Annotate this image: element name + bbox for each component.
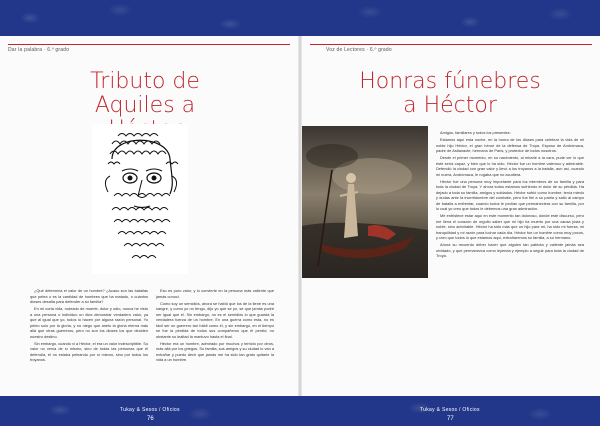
- right-col-paragraph: Héctor fue una persona muy importante para los miembros de su familia y para toda la ciudad de Troya. Y ahora todos estamos sufriendo el dolor de su pérdida. Ha dejado a toda su familia, amigos y soldados. Héctor sufrió como hombre, tenía miedo y dudas ante la incertidumbre del combate, pero fue fiel a su patria y salió al campo de batalla a enfrentar, cuando todos le pedían que permaneciera con su familia, por lo cual yo creo que todos le debemos una gran admiración.: [436, 178, 584, 211]
- left-col1-paragraph: En mi corta vida, rodeado de muerte, dolor y odio, nunca he visto a una persona o individuo un dios demostrar verdadero valor, ya que al igual que yo, todos lo hacen por alguna razón personal. Yo peleo solo por la gloria, y no niego que anelo la gloria eterna más allá que otras guerreros, pero no son los dioses los que deciden nuestro destino.: [30, 306, 148, 339]
- left-col1-paragraph: Sin embargo, cuando vi a Héctor, el era un valor indescriptible. Su valor no venía de sí mismo, sino de todas las personas que él defendía, él no estaba peleando por sí mismo, sino por todos los troyanos.: [30, 340, 148, 362]
- right-col-paragraph: Amigos, familiares y todos los presentes:: [440, 130, 511, 135]
- right-title-line2: a Héctor: [403, 93, 497, 118]
- right-col-paragraph: Estamos aquí esta noche, en la honra de los dioses para celebrar la vida de mi noble hijo Héctor, el gran héroe de la defensa de Troya. Esposo de Andrómaca, padre de Astianacte, hermano de Paris, y protector de todos nosotros.: [436, 137, 584, 153]
- charon-boat-painting: [302, 126, 428, 278]
- left-col2-paragraph: Como soy un semidiós, ahora se habló que los de la tiene es una sangre, y como yo no tengo, dijo yo que se yo, sé que jamás podré ser igual que él. Sin embargo, no es el semidiós lo que guarda la verdadera fuerza de un hombre. En una guerra como esta, no es fácil ser un guerrero tan hábil como él, y sin embargo, en el tiempo se fue la pérdida de todos sus compañeros que él perdió; no obstante su lealtad la mantuvo hasta el final.: [156, 300, 274, 339]
- right-col-paragraph: Ahora su recuerdo deber hacer que alguien tan patriota y valiente jamás sea olvidado, y que permanezca como leyenda y ejemplo a seguir para toda la ciudad de Troya.: [436, 242, 584, 258]
- left-title-line2: Aquiles a: [94, 93, 196, 118]
- right-footer-label: Tukay & Sesos / Oficios: [420, 407, 480, 413]
- boat-painting-charon: [302, 126, 428, 278]
- left-column-2: [156, 288, 274, 364]
- right-column: [436, 130, 584, 260]
- left-page-number: 76: [147, 416, 154, 422]
- right-running-head: Voz de Lectores · 6.º grado: [326, 47, 392, 53]
- left-title-line1: Tributo de: [90, 69, 200, 94]
- right-header-rule: [310, 44, 592, 45]
- left-header-rule: [8, 44, 290, 45]
- right-col-paragraph: Me entristece estar aquí en este momento tan doloroso, donde este discurso, pero me llena el corazón de orgullo saber que mi hijo ha muerto por una causa justa y noble, sino admirable. Héctor ha sido más que un hijo para mí, ha sido mi fuerza, mi tranquilidad y mi razón para luchar cada día. Héctor fue un hombre como muy pocos, y creo que todos lo que estamos aquí, extrañaremos su familia, a su hermano.: [436, 213, 584, 240]
- bottom-decorative-band: [0, 396, 600, 426]
- achilles-portrait-image: [92, 124, 188, 274]
- left-col2-paragraph: Héctor era un hombre, admirado por muchos y temido por otros, más allá por los griegos. Su familia, sus amigos y su ciudad lo van a extrañar y puedo decir que jamás me ha sido tan grato quitarle la vida a un hombre.: [156, 340, 274, 362]
- right-col-paragraph: Desde el primer momento, en su nacimiento, al mirarle a la cara, pude ver lo que éste sería capaz, y bien que lo ha sido. Héctor fue un hombre valeroso y admirable. Defendió la ciudad con gran valor y llevó a los troyanos a la batalla, aun así, cuando mi nuera, Andrómaca, le rogaba que no acudiera.: [436, 155, 584, 177]
- left-column-1: [30, 288, 148, 364]
- left-col1-paragraph: ¿Qué determina el valor de un hombre? ¿Acaso son las batallas que pelea o es la cantidad de hombres que ha matado, o cuántos dioses desafía para defender a su familia?: [30, 288, 148, 304]
- right-page-number: 77: [447, 416, 454, 422]
- right-title-line1: Honras fúnebres: [359, 69, 541, 94]
- top-decorative-band: [0, 0, 600, 36]
- left-col2-paragraph: Eso es puro valor, y lo convierte en la persona más valiente que jamás conocí.: [156, 288, 274, 299]
- right-page-title: [355, 70, 545, 118]
- left-footer-label: Tukay & Sesos / Oficios: [120, 407, 180, 413]
- left-running-head: Dar la palabra · 6.º grado: [8, 47, 70, 53]
- achilles-sketch-drawing: [92, 124, 188, 274]
